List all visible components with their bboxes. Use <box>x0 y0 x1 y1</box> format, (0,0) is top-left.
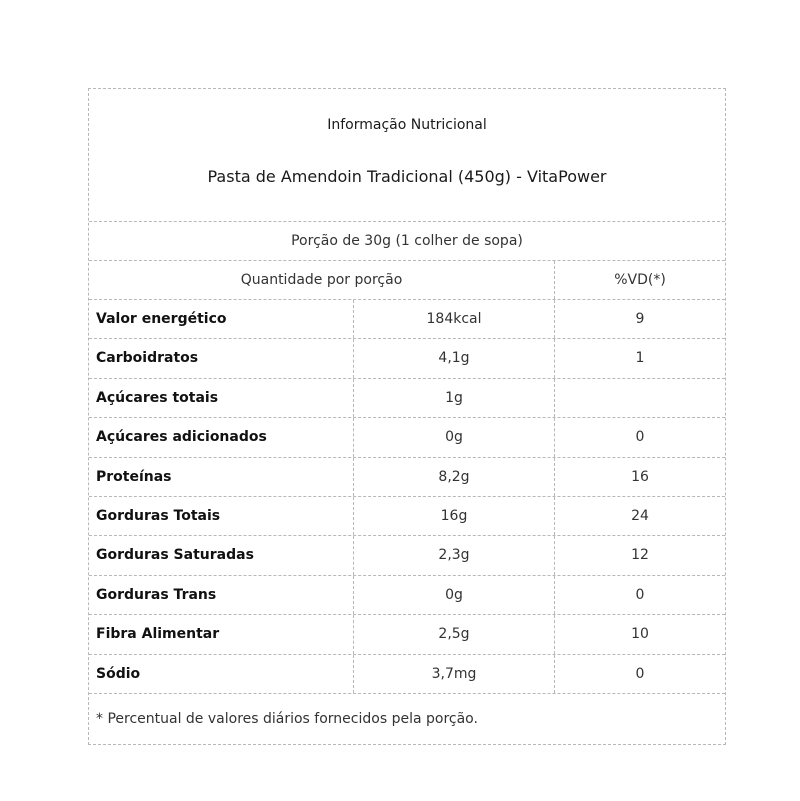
nutrient-quantity: 16g <box>354 497 555 535</box>
nutrient-quantity: 2,3g <box>354 536 555 574</box>
nutrient-rows <box>89 300 725 694</box>
table-row <box>89 615 725 654</box>
panel-header <box>89 89 725 222</box>
table-row <box>89 655 725 694</box>
nutrient-quantity: 2,5g <box>354 615 555 653</box>
table-row <box>89 418 725 457</box>
table-row <box>89 339 725 378</box>
nutrient-name: Proteínas <box>89 458 354 496</box>
table-row <box>89 536 725 575</box>
nutrient-quantity: 0g <box>354 418 555 456</box>
vd-header: %VD(*) <box>614 272 666 288</box>
table-row <box>89 458 725 497</box>
nutrient-name: Açúcares adicionados <box>89 418 354 456</box>
nutrient-name: Gorduras Saturadas <box>89 536 354 574</box>
nutrient-name: Carboidratos <box>89 339 354 377</box>
nutrient-vd: 12 <box>631 547 649 564</box>
nutrient-quantity: 3,7mg <box>354 655 555 693</box>
nutrient-vd: 1 <box>635 350 645 367</box>
nutrient-quantity: 8,2g <box>354 458 555 496</box>
table-row <box>89 497 725 536</box>
nutrient-name: Sódio <box>89 655 354 693</box>
quantity-header: Quantidade por porção <box>89 261 555 299</box>
nutrient-vd <box>555 379 725 417</box>
nutrient-vd: 16 <box>631 468 649 485</box>
nutrient-vd: 0 <box>635 586 645 603</box>
nutrient-vd: 0 <box>635 665 645 682</box>
nutrient-quantity: 4,1g <box>354 339 555 377</box>
panel-title: Informação Nutricional <box>327 117 487 133</box>
table-row <box>89 300 725 339</box>
nutrient-name: Gorduras Trans <box>89 576 354 614</box>
column-headers <box>89 261 725 300</box>
nutrient-name: Gorduras Totais <box>89 497 354 535</box>
footnote: * Percentual de valores diários fornecidos pela porção. <box>96 710 478 727</box>
nutrient-name: Fibra Alimentar <box>89 615 354 653</box>
nutrient-vd: 9 <box>635 311 645 327</box>
nutrient-quantity: 184kcal <box>354 300 555 338</box>
nutrient-name: Açúcares totais <box>89 379 354 417</box>
nutrient-name: Valor energético <box>89 300 354 338</box>
nutrient-quantity: 1g <box>354 379 555 417</box>
nutrition-facts-panel <box>88 88 726 745</box>
table-row <box>89 576 725 615</box>
nutrient-vd: 0 <box>635 429 645 446</box>
portion-size: Porção de 30g (1 colher de sopa) <box>89 222 725 261</box>
table-row <box>89 379 725 418</box>
nutrient-vd: 10 <box>631 626 649 643</box>
nutrient-quantity: 0g <box>354 576 555 614</box>
product-name: Pasta de Amendoin Tradicional (450g) - VitaPower <box>207 167 607 186</box>
nutrient-vd: 24 <box>631 507 649 524</box>
